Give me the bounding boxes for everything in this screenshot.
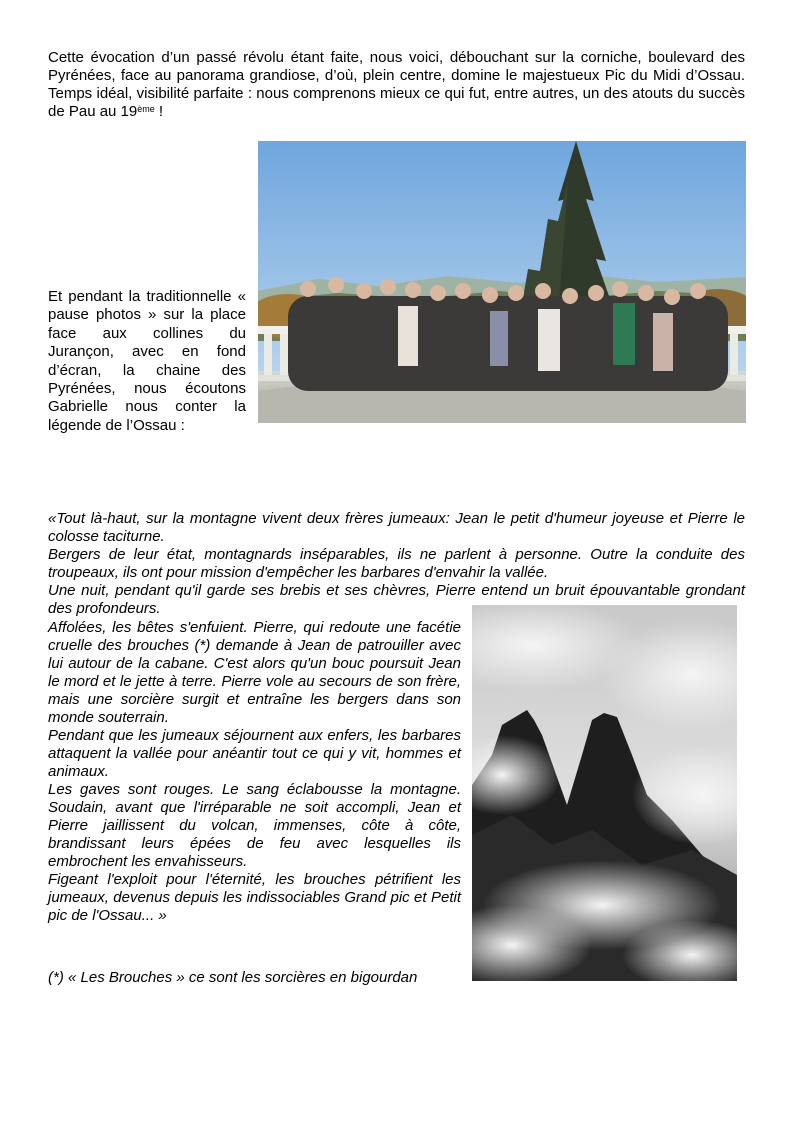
legend-paragraph: «Tout là-haut, sur la montagne vivent deux frères jumeaux: Jean le petit d'humeur joyeuse et Pierre le colosse taciturne. xyxy=(48,510,745,545)
legend-paragraph: Bergers de leur état, montagnards inséparables, ils ne parlent à personne. Outre la conduite des troupeaux, ils ont pour mission d'empêcher les barbares d'envahir la vallée. xyxy=(48,546,745,581)
legend-paragraph: Les gaves sont rouges. Le sang éclabousse la montagne. Soudain, avant que l'irréparable ne soit accompli, Jean et Pierre jaillissent du volcan, immenses, côte à côte, brandissant leurs épées de feu avec lesquelles ils embrochent les envahisseurs. xyxy=(48,781,461,870)
legend-column xyxy=(48,619,461,925)
legend-paragraph: Pendant que les jumeaux séjournent aux enfers, les barbares attaquent la vallée pour anéantir tout ce qui y vit, hommes et animaux. xyxy=(48,727,461,780)
legend-paragraph: Une nuit, pendant qu'il garde ses brebis et ses chèvres, Pierre entend un bruit épouvantable grondant des profondeurs. xyxy=(48,582,745,617)
intro-text: Cette évocation d’un passé révolu étant faite, nous voici, débouchant sur la corniche, boulevard des Pyrénées, face au panorama grandiose, d’où, plein centre, domine le majestueux Pic du Midi d’Ossau. Temps idéal, visibilité parfaite : nous comprenons mieux ce qui fut, entre autres, un des atouts du succès de Pau au 19 xyxy=(48,49,745,120)
photo-caption: Et pendant la traditionnelle « pause photos » sur la place face aux collines du Jurançon, avec en fond d’écran, la chaine des Pyrénées, nous écoutons Gabrielle nous conter la légende de l’Ossau : xyxy=(48,288,246,434)
legend-paragraph: Figeant l'exploit pour l'éternité, les brouches pétrifient les jumeaux, devenus depuis les indissociables Grand pic et Petit pic de l'Ossau... » xyxy=(48,871,461,924)
intro-superscript: ème xyxy=(137,104,155,114)
intro-paragraph xyxy=(48,49,745,121)
legend-intro xyxy=(48,510,745,618)
legend-paragraph: Affolées, les bêtes s'enfuient. Pierre, qui redoute une facétie cruelle des brouches (*) demande à Jean de patrouiller avec lui autour de la cabane. C'est alors qu'un bouc poursuit Jean le mord et le jette à terre. Pierre vole au secours de son frère, mais une sorcière surgit et entraîne les bergers dans son monde souterrain. xyxy=(48,619,461,726)
mountain-photo xyxy=(472,605,737,981)
intro-text-end: ! xyxy=(154,103,164,120)
footnote: (*) « Les Brouches » ce sont les sorcières en bigourdan xyxy=(48,969,418,986)
group-photo xyxy=(258,141,746,423)
